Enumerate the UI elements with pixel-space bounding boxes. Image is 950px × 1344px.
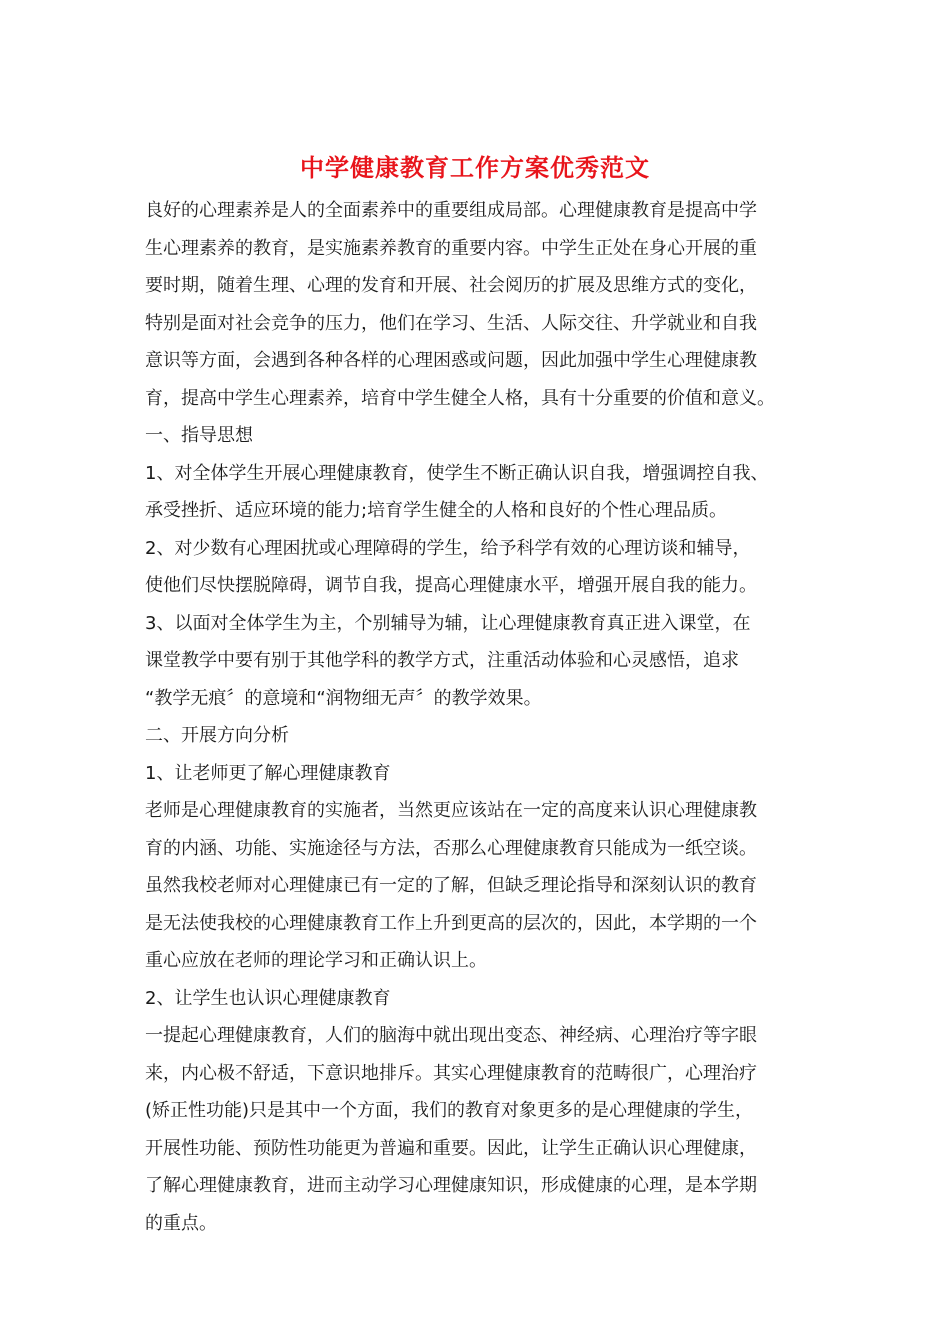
body-line: 3、以面对全体学生为主，个别辅导为辅，让心理健康教育真正进入课堂，在 [145, 612, 751, 634]
body-line: 1、对全体学生开展心理健康教育，使学生不断正确认识自我，增强调控自我、 [145, 462, 769, 484]
body-line: 育，提高中学生心理素养，培育中学生健全人格，具有十分重要的价值和意义。 [145, 387, 775, 409]
body-line: 课堂教学中要有别于其他学科的教学方式，注重活动体验和心灵感悟，追求 [145, 650, 739, 671]
body-line: 良好的心理素养是人的全面素养中的重要组成局部。心理健康教育是提高中学 [145, 200, 757, 221]
subsection-heading: 2、让学生也认识心理健康教育 [145, 987, 391, 1009]
body-line: 承受挫折、适应环境的能力;培育学生健全的人格和良好的个性心理品质。 [145, 500, 728, 521]
body-line: 特别是面对社会竞争的压力，他们在学习、生活、人际交往、升学就业和自我 [145, 312, 757, 334]
section-heading: 一、指导思想 [145, 425, 253, 446]
body-line: 了解心理健康教育，进而主动学习心理健康知识，形成健康的心理，是本学期 [145, 1175, 757, 1196]
body-line: 一提起心理健康教育，人们的脑海中就出现出变态、神经病、心理治疗等字眼 [145, 1025, 757, 1046]
document-title: 中学健康教育工作方案优秀范文 [300, 154, 650, 182]
body-line: 的重点。 [145, 1212, 217, 1234]
body-line: 来，内心极不舒适，下意识地排斥。其实心理健康教育的范畴很广，心理治疗 [145, 1062, 757, 1084]
section-heading: 二、开展方向分析 [145, 725, 289, 746]
body-line: 虽然我校老师对心理健康已有一定的了解，但缺乏理论指导和深刻认识的教育 [145, 875, 757, 896]
body-line: 使他们尽快摆脱障碍，调节自我，提高心理健康水平，增强开展自我的能力。 [145, 575, 757, 596]
document-body [145, 192, 815, 1242]
body-line: 开展性功能、预防性功能更为普遍和重要。因此，让学生正确认识心理健康， [145, 1137, 757, 1159]
body-line: 老师是心理健康教育的实施者，当然更应该站在一定的高度来认识心理健康教 [145, 800, 757, 821]
body-line: 重心应放在老师的理论学习和正确认识上。 [145, 950, 487, 971]
body-line: 意识等方面，会遇到各种各样的心理困惑或问题，因此加强中学生心理健康教 [145, 350, 757, 371]
body-line: 要时期，随着生理、心理的发育和开展、社会阅历的扩展及思维方式的变化， [145, 275, 757, 296]
body-line: (矫正性功能)只是其中一个方面，我们的教育对象更多的是心理健康的学生， [145, 1100, 754, 1121]
subsection-heading: 1、让老师更了解心理健康教育 [145, 762, 391, 784]
body-line: 2、对少数有心理困扰或心理障碍的学生，给予科学有效的心理访谈和辅导， [145, 537, 751, 559]
body-line: 育的内涵、功能、实施途径与方法，否那么心理健康教育只能成为一纸空谈。 [145, 837, 757, 859]
body-line: “教学无痕〞的意境和“润物细无声〞的教学效果。 [145, 687, 542, 709]
body-line: 是无法使我校的心理健康教育工作上升到更高的层次的，因此，本学期的一个 [145, 912, 757, 934]
body-line: 生心理素养的教育，是实施素养教育的重要内容。中学生正处在身心开展的重 [145, 237, 757, 259]
